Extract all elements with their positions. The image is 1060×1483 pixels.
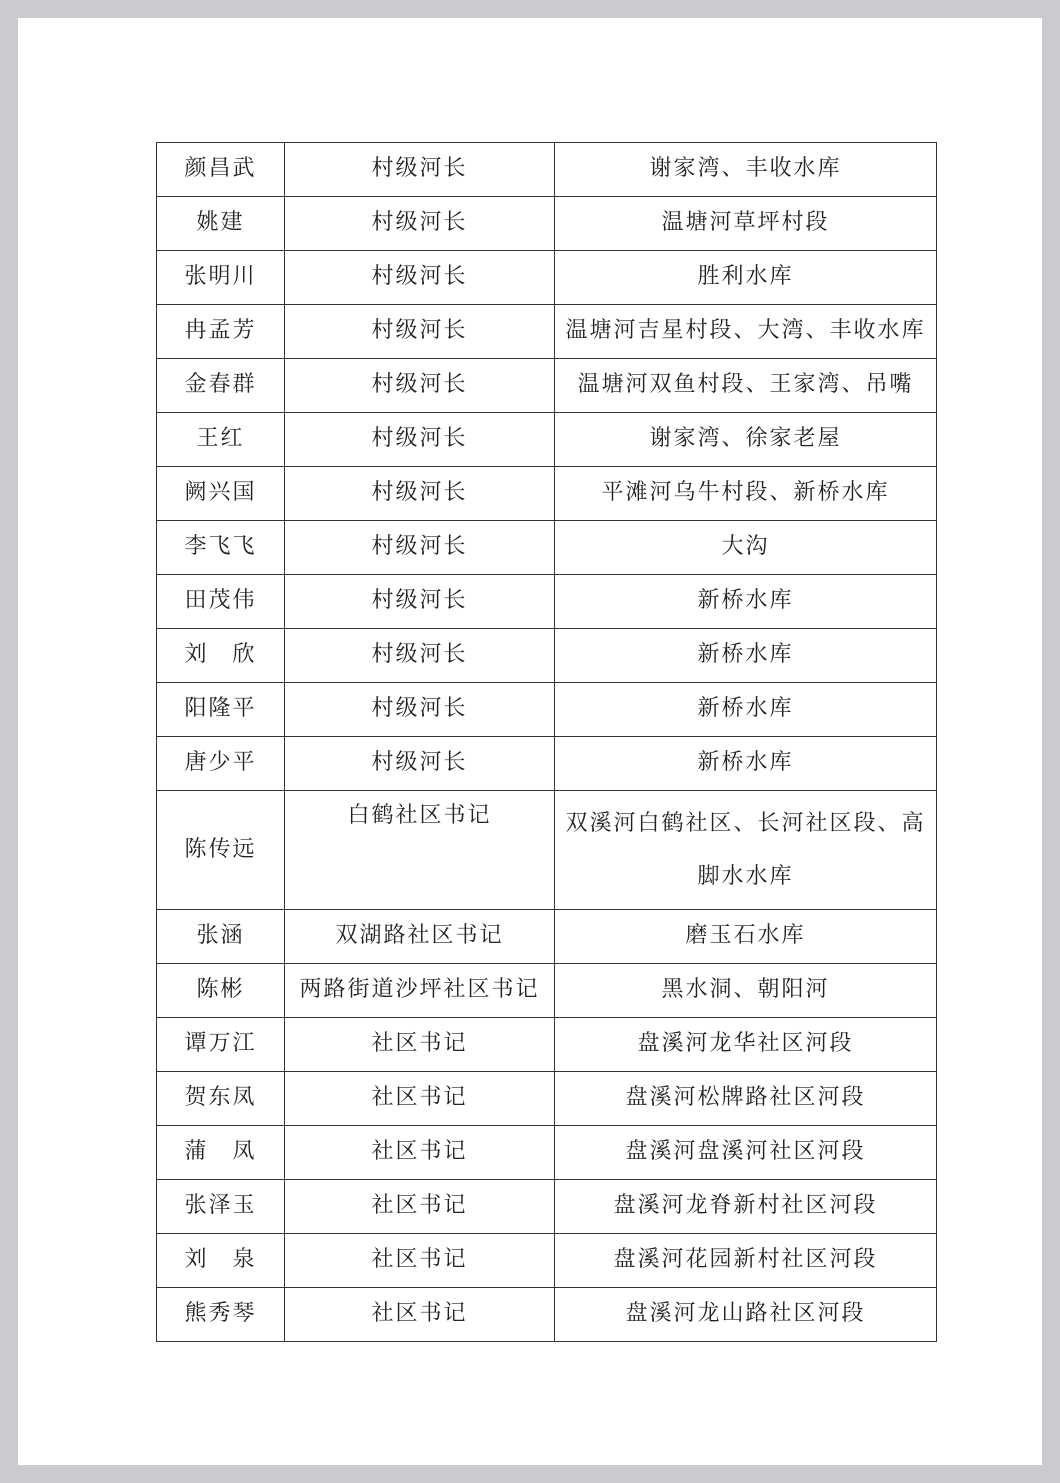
name-cell: 唐少平 (157, 737, 285, 791)
scope-cell: 新桥水库 (555, 683, 937, 737)
scope-cell: 盘溪河龙山路社区河段 (555, 1288, 937, 1342)
name-cell: 阳隆平 (157, 683, 285, 737)
table-row (157, 1288, 937, 1342)
role-cell: 社区书记 (285, 1288, 555, 1342)
role-cell: 村级河长 (285, 251, 555, 305)
table-row (157, 467, 937, 521)
name-cell: 冉孟芳 (157, 305, 285, 359)
name-cell: 张明川 (157, 251, 285, 305)
scope-cell: 盘溪河花园新村社区河段 (555, 1234, 937, 1288)
scope-cell: 新桥水库 (555, 629, 937, 683)
table-row (157, 1234, 937, 1288)
name-cell: 张涵 (157, 910, 285, 964)
name-cell: 陈彬 (157, 964, 285, 1018)
name-cell: 陈传远 (157, 791, 285, 910)
name-cell: 李飞飞 (157, 521, 285, 575)
role-cell: 社区书记 (285, 1072, 555, 1126)
table-row (157, 359, 937, 413)
scope-cell: 谢家湾、丰收水库 (555, 143, 937, 197)
scope-cell: 新桥水库 (555, 737, 937, 791)
name-cell: 贺东凤 (157, 1072, 285, 1126)
name-cell: 王红 (157, 413, 285, 467)
role-cell: 村级河长 (285, 575, 555, 629)
scope-cell: 黑水洞、朝阳河 (555, 964, 937, 1018)
role-cell: 村级河长 (285, 629, 555, 683)
table-row (157, 251, 937, 305)
scope-cell: 谢家湾、徐家老屋 (555, 413, 937, 467)
role-cell: 村级河长 (285, 197, 555, 251)
name-cell: 熊秀琴 (157, 1288, 285, 1342)
role-cell: 两路街道沙坪社区书记 (285, 964, 555, 1018)
name-cell: 刘 泉 (157, 1234, 285, 1288)
table-row (157, 737, 937, 791)
role-cell: 村级河长 (285, 413, 555, 467)
role-cell: 白鹤社区书记 (285, 791, 555, 910)
scope-cell: 大沟 (555, 521, 937, 575)
table-row (157, 1180, 937, 1234)
role-cell: 社区书记 (285, 1126, 555, 1180)
role-cell: 村级河长 (285, 305, 555, 359)
scope-cell: 平滩河乌牛村段、新桥水库 (555, 467, 937, 521)
role-cell: 双湖路社区书记 (285, 910, 555, 964)
scope-cell: 温塘河吉星村段、大湾、丰收水库 (555, 305, 937, 359)
scope-cell: 盘溪河龙华社区河段 (555, 1018, 937, 1072)
table-row (157, 575, 937, 629)
role-cell: 村级河长 (285, 359, 555, 413)
scope-cell: 新桥水库 (555, 575, 937, 629)
name-cell: 阙兴国 (157, 467, 285, 521)
table-row (157, 1126, 937, 1180)
table-row (157, 413, 937, 467)
table-row (157, 1018, 937, 1072)
role-cell: 社区书记 (285, 1180, 555, 1234)
scope-cell: 盘溪河盘溪河社区河段 (555, 1126, 937, 1180)
name-cell: 刘 欣 (157, 629, 285, 683)
role-cell: 村级河长 (285, 467, 555, 521)
scope-cell: 磨玉石水库 (555, 910, 937, 964)
name-cell: 姚建 (157, 197, 285, 251)
name-cell: 田茂伟 (157, 575, 285, 629)
scope-cell: 双溪河白鹤社区、长河社区段、高脚水水库 (555, 791, 937, 910)
name-cell: 谭万江 (157, 1018, 285, 1072)
table-row (157, 964, 937, 1018)
table-row (157, 910, 937, 964)
scope-cell: 温塘河草坪村段 (555, 197, 937, 251)
table-row (157, 305, 937, 359)
scope-cell: 盘溪河龙脊新村社区河段 (555, 1180, 937, 1234)
table-row (157, 629, 937, 683)
role-cell: 社区书记 (285, 1018, 555, 1072)
table-row (157, 197, 937, 251)
role-cell: 村级河长 (285, 737, 555, 791)
name-cell: 颜昌武 (157, 143, 285, 197)
table-row (157, 521, 937, 575)
name-cell: 张泽玉 (157, 1180, 285, 1234)
role-cell: 村级河长 (285, 683, 555, 737)
table-row (157, 683, 937, 737)
name-cell: 蒲 凤 (157, 1126, 285, 1180)
role-cell: 社区书记 (285, 1234, 555, 1288)
table-row (157, 143, 937, 197)
document-page (18, 18, 1042, 1465)
role-cell: 村级河长 (285, 521, 555, 575)
name-cell: 金春群 (157, 359, 285, 413)
river-chief-table (156, 142, 937, 1342)
scope-cell: 盘溪河松牌路社区河段 (555, 1072, 937, 1126)
scope-cell: 温塘河双鱼村段、王家湾、吊嘴 (555, 359, 937, 413)
scope-cell: 胜利水库 (555, 251, 937, 305)
role-cell: 村级河长 (285, 143, 555, 197)
table-row (157, 791, 937, 910)
table-row (157, 1072, 937, 1126)
